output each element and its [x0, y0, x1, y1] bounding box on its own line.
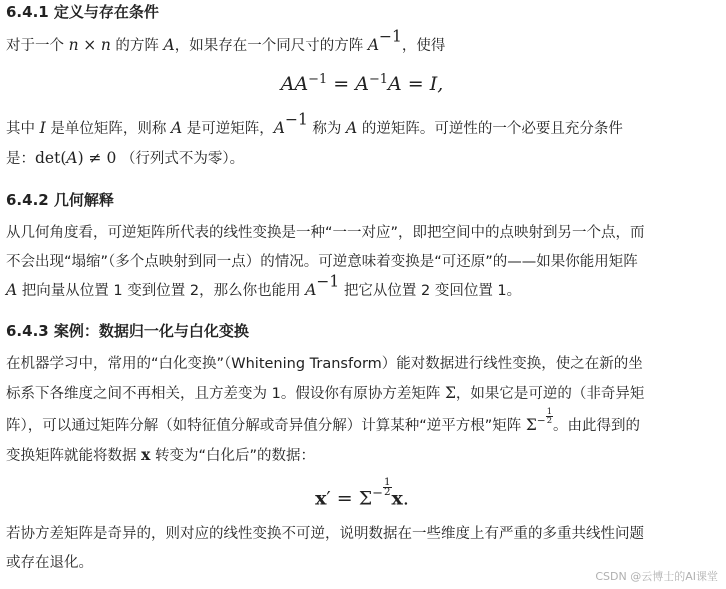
section-heading-6-4-3: 6.4.3 案例：数据归一化与白化变换: [6, 322, 249, 340]
csdn-watermark: CSDN @云博士的AI课堂: [595, 570, 718, 583]
section-heading-6-4-2: 6.4.2 几何解释: [6, 191, 114, 209]
section1-intro: 对于一个 n × n 的方阵 A，如果存在一个同尺寸的方阵 $A^{-1}$，使得: [6, 27, 446, 54]
section-heading-6-4-1: 6.4.1 定义与存在条件: [6, 3, 159, 21]
section3-paragraph: 在机器学习中，常用的“白化变换”（Whitening Transform）能对数据进行线性变换，使之在新的坐 标系下各维度之间不再相关，且方差变为 1。假设你有原协方差矩阵 Σ，如果它是可逆的（非奇异矩 阵），可以通过矩阵分解（如特征值分解或奇异值分解）计算某种“逆平方根”矩阵 $\Sigma^{- \frac{1}{2}}$ 。由此得到的 变换矩阵就能将数据 x 转变为“白化后”的数据：: [6, 356, 645, 464]
section2-paragraph: 从几何角度看，可逆矩阵所代表的线性变换是一种“一一对应”，即把空间中的点映射到另一个点，而 不会出现“塌缩”（多个点映射到同一点）的情况。可逆意味着变换是“可还原”的——如果你能用矩阵 A 把向量从位置 1 变到位置 2，那么你也能用 $A^{-1}$ 把它从位置 2 变回位置 1。: [6, 225, 645, 299]
equation-rhs: = I,: [407, 73, 444, 95]
whitening-equation: $x' = \Sigma^{- \frac{1}{2}}$ x.: [315, 476, 409, 510]
inverse-equation: $AA^{-1} = A^{-1}A = I$,: [280, 71, 444, 95]
section1-definition: 其中 I 是单位矩阵，则称 A 是可逆矩阵，$A^{-1}$ 称为 A 的逆矩阵。可逆性的一个必要且充分条件 是：det(A) ≠ 0 （行列式不为零）。: [6, 110, 623, 167]
section3-conclusion: 若协方差矩阵是奇异的，则对应的线性变换不可逆，说明数据在一些维度上有严重的多重共线性问题 或存在退化。: [6, 526, 644, 571]
